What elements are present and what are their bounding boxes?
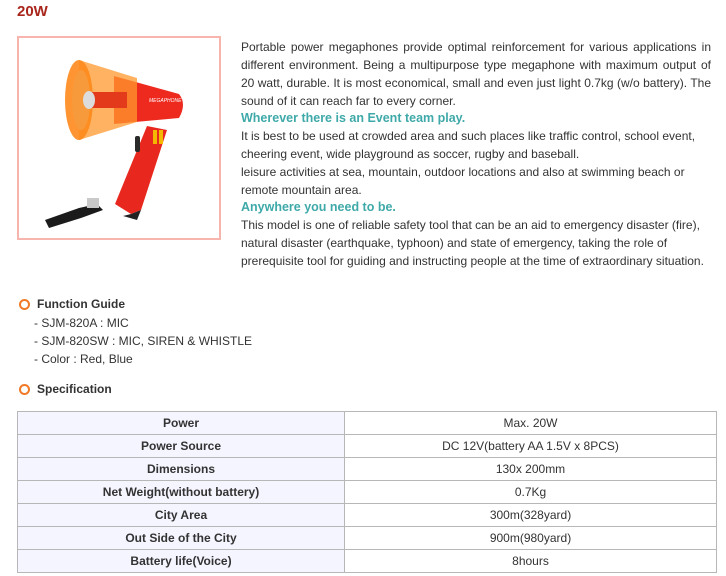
table-row (18, 504, 717, 527)
table-row (18, 527, 717, 550)
strap-buckle (87, 198, 99, 208)
intro-paragraph: Portable power megaphones provide optimal reinforcement for various applications in different environment. Being a multipurpose type megaphone with maximum output of 20 watt, durable. It is most economical, small and even just light 0.7kg (w/o battery). The sound of it can reach far to every corner. (241, 40, 711, 108)
event-paragraph: It is best to be used at crowded area and such places like traffic control, school event, cheering event, wide playground as soccer, rugby and baseball. (241, 129, 696, 161)
spec-label: Net Weight(without battery) (18, 481, 345, 504)
driver-cap (83, 91, 95, 109)
table-row (18, 481, 717, 504)
specification-table (17, 411, 717, 573)
brand-label: MEGAPHONE (149, 98, 182, 104)
specification-heading: Specification (37, 382, 112, 396)
spec-label: City Area (18, 504, 345, 527)
table-row (18, 550, 717, 573)
product-image (17, 36, 221, 240)
function-item: - SJM-820A : MIC (34, 316, 129, 330)
spec-value: Max. 20W (345, 412, 717, 435)
product-description (241, 38, 711, 270)
table-row (18, 458, 717, 481)
leisure-paragraph: leisure activities at sea, mountain, outdoor locations and also at swimming beach or remote mountain area. (241, 165, 685, 197)
spec-value: 8hours (345, 550, 717, 573)
function-guide-section (17, 296, 252, 368)
trigger-shape (135, 136, 140, 152)
spec-value: 0.7Kg (345, 481, 717, 504)
table-row (18, 435, 717, 458)
circle-bullet-icon (19, 384, 30, 395)
function-list (34, 314, 252, 368)
safety-paragraph: This model is one of reliable safety tool that can be an aid to emergency disaster (fire), natural disaster (earthquake, typhoon) and state of emergency, taking the role of prerequisite tool for guiding and instructing people at the time of extraordinary situation. (241, 218, 704, 268)
spec-value: 300m(328yard) (345, 504, 717, 527)
function-guide-heading: Function Guide (37, 297, 125, 311)
spec-value: 900m(980yard) (345, 527, 717, 550)
megaphone-illustration (19, 38, 219, 238)
spec-label: Out Side of the City (18, 527, 345, 550)
spec-label: Power Source (18, 435, 345, 458)
spec-label: Battery life(Voice) (18, 550, 345, 573)
event-heading: Wherever there is an Event team play. (241, 111, 466, 125)
table-row (18, 412, 717, 435)
anywhere-heading: Anywhere you need to be. (241, 200, 396, 214)
product-title: 20W (17, 3, 48, 20)
spec-label: Power (18, 412, 345, 435)
spec-value: DC 12V(battery AA 1.5V x 8PCS) (345, 435, 717, 458)
circle-bullet-icon (19, 299, 30, 310)
switch-1 (153, 130, 157, 144)
function-item: - Color : Red, Blue (34, 352, 133, 366)
spec-label: Dimensions (18, 458, 345, 481)
function-item: - SJM-820SW : MIC, SIREN & WHISTLE (34, 334, 253, 348)
specification-section (17, 381, 112, 397)
switch-2 (159, 130, 163, 144)
spec-value: 130x 200mm (345, 458, 717, 481)
